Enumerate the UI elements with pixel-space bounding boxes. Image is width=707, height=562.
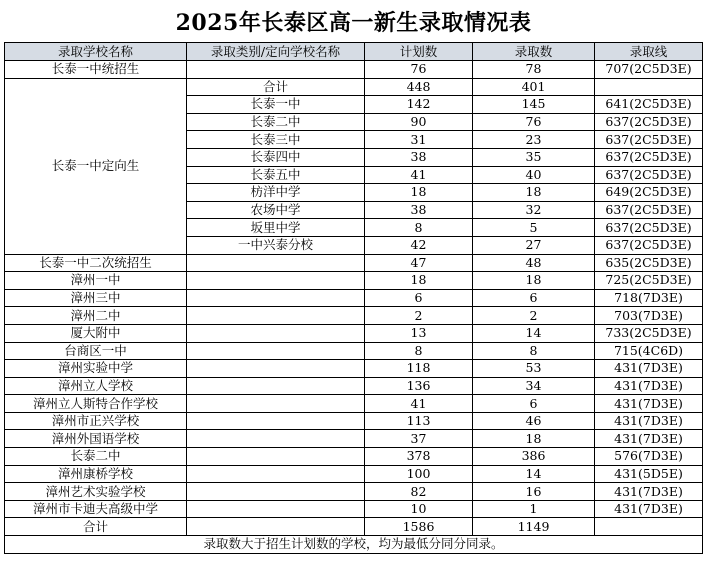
plan-count: 448	[365, 78, 473, 96]
school-name: 厦大附中	[5, 324, 187, 342]
admitted-count: 6	[473, 395, 595, 413]
cutoff-score: 637(2C5D3E)	[595, 113, 703, 131]
plan-count: 38	[365, 201, 473, 219]
cutoff-score: 718(7D3E)	[595, 289, 703, 307]
note-row	[5, 536, 703, 554]
table-row	[5, 465, 703, 483]
category-name	[187, 412, 365, 430]
footnote: 录取数大于招生计划数的学校，均为最低分同分同录。	[5, 536, 703, 554]
cutoff-score	[595, 78, 703, 96]
school-name: 长泰一中统招生	[5, 61, 187, 79]
plan-count: 47	[365, 254, 473, 272]
admitted-count: 18	[473, 430, 595, 448]
admitted-count: 78	[473, 61, 595, 79]
table-row	[5, 78, 703, 96]
plan-count: 41	[365, 395, 473, 413]
category-name: 长泰一中	[187, 96, 365, 114]
school-name: 长泰一中二次统招生	[5, 254, 187, 272]
table-row	[5, 272, 703, 290]
table-row	[5, 395, 703, 413]
school-name: 漳州市正兴学校	[5, 412, 187, 430]
category-name	[187, 272, 365, 290]
category-name: 长泰五中	[187, 166, 365, 184]
plan-count: 37	[365, 430, 473, 448]
cutoff-score: 431(7D3E)	[595, 395, 703, 413]
category-name	[187, 360, 365, 378]
plan-count: 10	[365, 500, 473, 518]
plan-count: 113	[365, 412, 473, 430]
table-row	[5, 412, 703, 430]
category-name: 一中兴泰分校	[187, 236, 365, 254]
table-row	[5, 430, 703, 448]
category-name	[187, 465, 365, 483]
plan-count: 8	[365, 219, 473, 237]
category-name	[187, 254, 365, 272]
category-name	[187, 518, 365, 536]
page-title: 2025年长泰区高一新生录取情况表	[175, 10, 532, 36]
plan-count: 42	[365, 236, 473, 254]
plan-count: 18	[365, 184, 473, 202]
category-name: 坂里中学	[187, 219, 365, 237]
table-row	[5, 483, 703, 501]
cutoff-score: 637(2C5D3E)	[595, 236, 703, 254]
category-name: 长泰三中	[187, 131, 365, 149]
school-name: 漳州实验中学	[5, 360, 187, 378]
school-name: 漳州一中	[5, 272, 187, 290]
plan-count: 13	[365, 324, 473, 342]
admitted-count: 145	[473, 96, 595, 114]
admitted-count: 2	[473, 307, 595, 325]
header-admitted: 录取数	[473, 43, 595, 61]
cutoff-score: 703(7D3E)	[595, 307, 703, 325]
category-name: 农场中学	[187, 201, 365, 219]
cutoff-score: 431(7D3E)	[595, 483, 703, 501]
total-line	[595, 518, 703, 536]
category-name	[187, 307, 365, 325]
category-name	[187, 377, 365, 395]
plan-count: 18	[365, 272, 473, 290]
school-name: 长泰二中	[5, 448, 187, 466]
cutoff-score: 637(2C5D3E)	[595, 166, 703, 184]
cutoff-score: 431(7D3E)	[595, 430, 703, 448]
table-row	[5, 289, 703, 307]
plan-count: 8	[365, 342, 473, 360]
school-name: 漳州艺术实验学校	[5, 483, 187, 501]
admitted-count: 401	[473, 78, 595, 96]
school-name: 漳州立人学校	[5, 377, 187, 395]
table-row	[5, 360, 703, 378]
admission-table	[4, 42, 703, 554]
school-name: 长泰一中定向生	[5, 78, 187, 254]
cutoff-score: 431(7D3E)	[595, 412, 703, 430]
plan-count: 118	[365, 360, 473, 378]
category-name	[187, 61, 365, 79]
admitted-count: 48	[473, 254, 595, 272]
cutoff-score: 431(7D3E)	[595, 377, 703, 395]
cutoff-score: 431(7D3E)	[595, 360, 703, 378]
cutoff-score: 637(2C5D3E)	[595, 148, 703, 166]
table-header-row	[5, 43, 703, 61]
cutoff-score: 649(2C5D3E)	[595, 184, 703, 202]
plan-count: 2	[365, 307, 473, 325]
school-name: 漳州二中	[5, 307, 187, 325]
header-plan: 计划数	[365, 43, 473, 61]
table-row	[5, 500, 703, 518]
table-row	[5, 324, 703, 342]
cutoff-score: 637(2C5D3E)	[595, 201, 703, 219]
plan-count: 378	[365, 448, 473, 466]
table-row	[5, 377, 703, 395]
admitted-count: 40	[473, 166, 595, 184]
cutoff-score: 707(2C5D3E)	[595, 61, 703, 79]
header-school: 录取学校名称	[5, 43, 187, 61]
plan-count: 82	[365, 483, 473, 501]
admitted-count: 18	[473, 184, 595, 202]
admitted-count: 32	[473, 201, 595, 219]
admitted-count: 6	[473, 289, 595, 307]
admitted-count: 53	[473, 360, 595, 378]
header-line: 录取线	[595, 43, 703, 61]
plan-count: 100	[365, 465, 473, 483]
category-name: 长泰四中	[187, 148, 365, 166]
admitted-count: 34	[473, 377, 595, 395]
table-row	[5, 307, 703, 325]
table-row	[5, 448, 703, 466]
category-name	[187, 395, 365, 413]
plan-count: 38	[365, 148, 473, 166]
plan-count: 136	[365, 377, 473, 395]
plan-count: 142	[365, 96, 473, 114]
table-row	[5, 342, 703, 360]
admitted-count: 14	[473, 465, 595, 483]
table-row	[5, 254, 703, 272]
category-name	[187, 448, 365, 466]
total-row	[5, 518, 703, 536]
admitted-count: 5	[473, 219, 595, 237]
plan-count: 90	[365, 113, 473, 131]
category-name	[187, 430, 365, 448]
admitted-count: 16	[473, 483, 595, 501]
cutoff-score: 431(7D3E)	[595, 500, 703, 518]
plan-count: 41	[365, 166, 473, 184]
admitted-count: 1	[473, 500, 595, 518]
category-name	[187, 324, 365, 342]
school-name: 漳州三中	[5, 289, 187, 307]
table-row	[5, 61, 703, 79]
cutoff-score: 725(2C5D3E)	[595, 272, 703, 290]
category-name: 合计	[187, 78, 365, 96]
admitted-count: 76	[473, 113, 595, 131]
total-admitted: 1149	[473, 518, 595, 536]
category-name: 长泰二中	[187, 113, 365, 131]
admitted-count: 14	[473, 324, 595, 342]
plan-count: 31	[365, 131, 473, 149]
school-name: 台商区一中	[5, 342, 187, 360]
cutoff-score: 637(2C5D3E)	[595, 131, 703, 149]
category-name	[187, 342, 365, 360]
plan-count: 6	[365, 289, 473, 307]
category-name	[187, 289, 365, 307]
school-name: 漳州市卡迪夫高级中学	[5, 500, 187, 518]
admitted-count: 386	[473, 448, 595, 466]
school-name: 漳州康桥学校	[5, 465, 187, 483]
cutoff-score: 635(2C5D3E)	[595, 254, 703, 272]
header-category: 录取类别/定向学校名称	[187, 43, 365, 61]
cutoff-score: 431(5D5E)	[595, 465, 703, 483]
admitted-count: 46	[473, 412, 595, 430]
plan-count: 76	[365, 61, 473, 79]
total-label: 合计	[5, 518, 187, 536]
category-name: 枋洋中学	[187, 184, 365, 202]
cutoff-score: 576(7D3E)	[595, 448, 703, 466]
cutoff-score: 733(2C5D3E)	[595, 324, 703, 342]
admitted-count: 27	[473, 236, 595, 254]
admitted-count: 35	[473, 148, 595, 166]
cutoff-score: 641(2C5D3E)	[595, 96, 703, 114]
total-plan: 1586	[365, 518, 473, 536]
cutoff-score: 715(4C6D)	[595, 342, 703, 360]
category-name	[187, 500, 365, 518]
admitted-count: 18	[473, 272, 595, 290]
category-name	[187, 483, 365, 501]
admitted-count: 8	[473, 342, 595, 360]
school-name: 漳州外国语学校	[5, 430, 187, 448]
admitted-count: 23	[473, 131, 595, 149]
cutoff-score: 637(2C5D3E)	[595, 219, 703, 237]
school-name: 漳州立人斯特合作学校	[5, 395, 187, 413]
